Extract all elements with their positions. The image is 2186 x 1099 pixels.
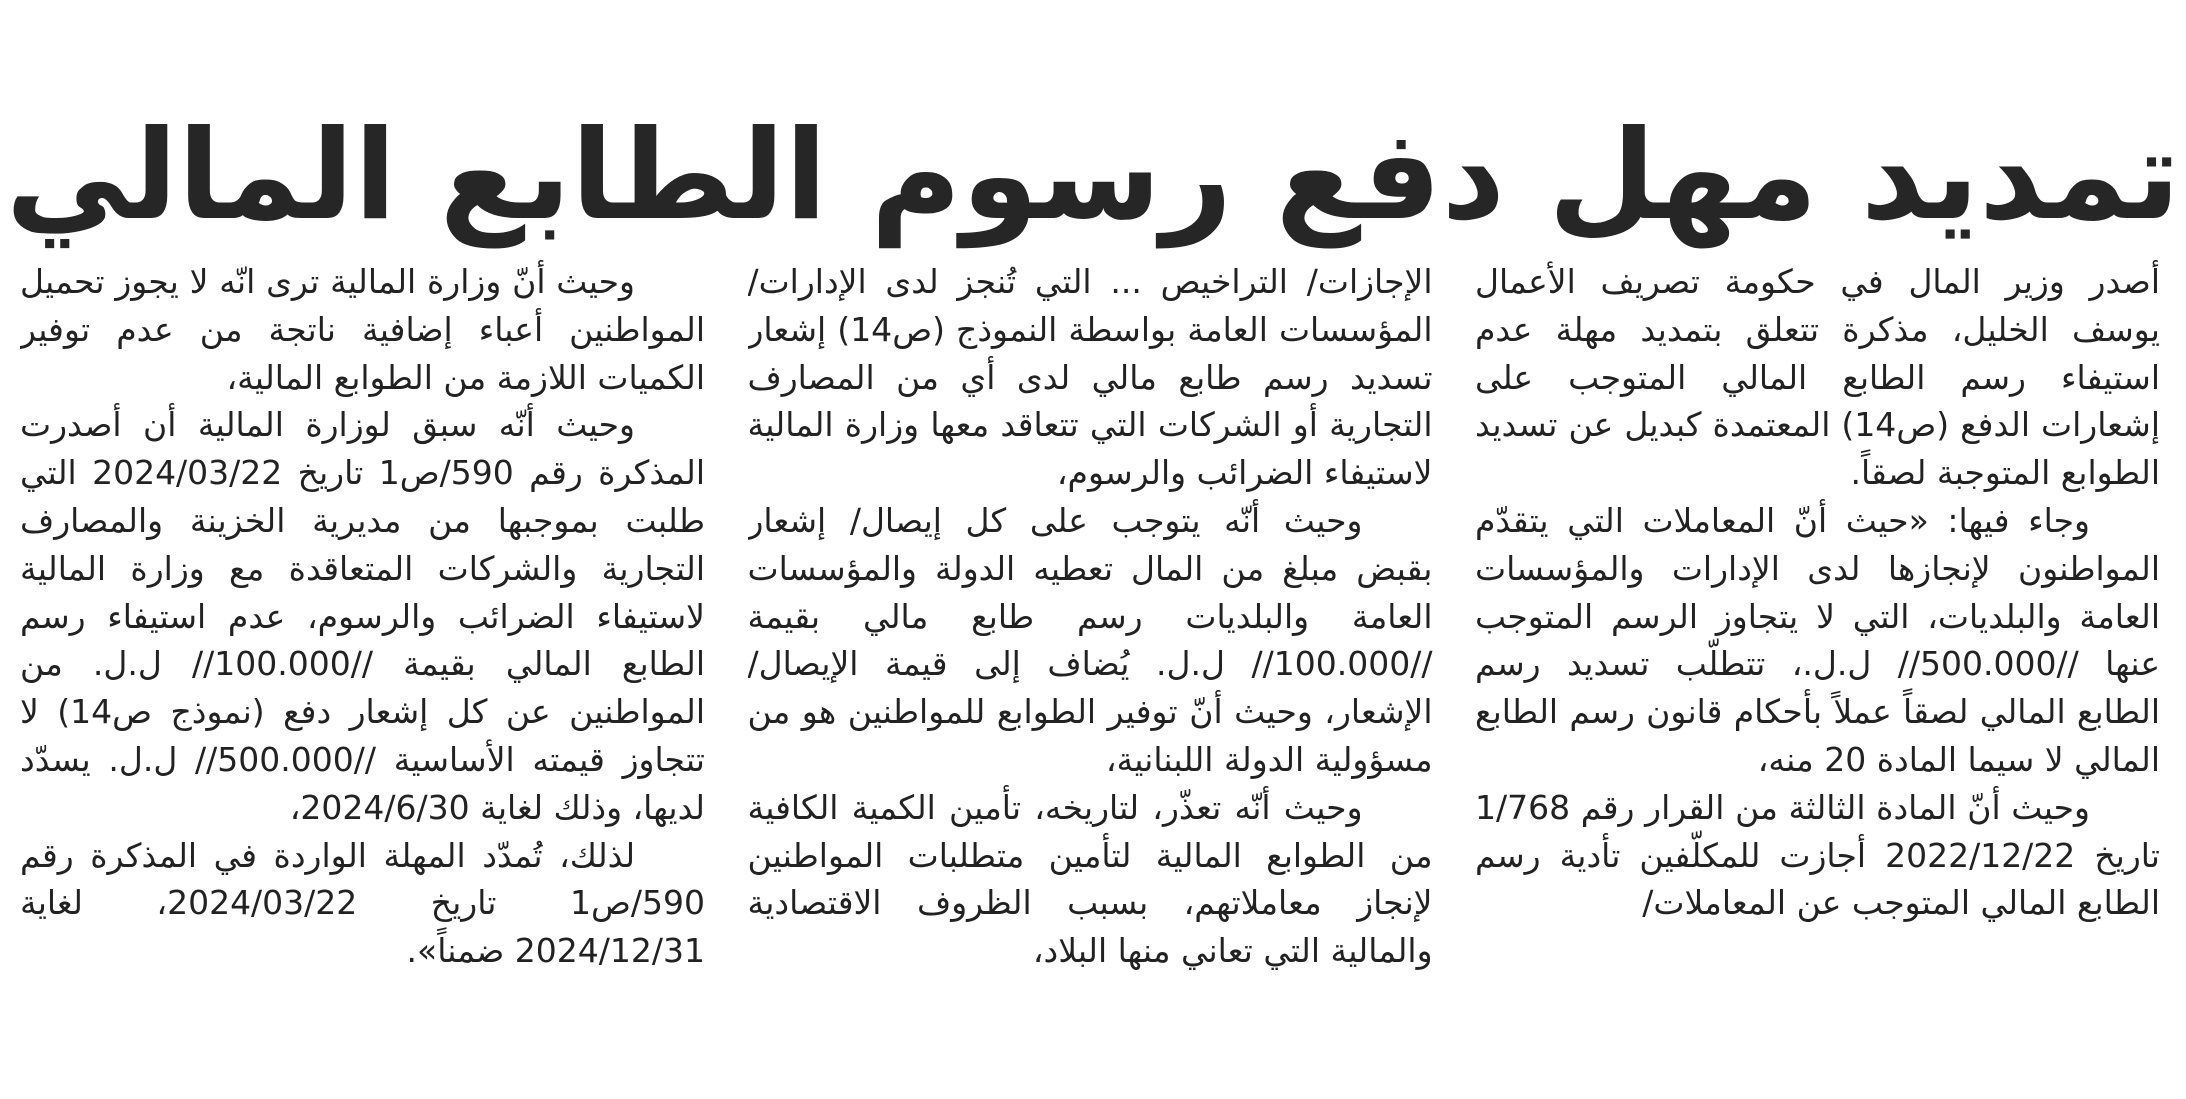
paragraph: أصدر وزير المال في حكومة تصريف الأعمال يوسف الخليل، مذكرة تتعلق بتمديد مهلة عدم استيفاء رسم الطابع المالي المتوجب على إشعارات الدفع (ص14) المعتمدة كبديل عن تسديد الطوابع المتوجبة لصقاً.: [1475, 262, 2160, 493]
paragraph: وحيث أنّه يتوجب على كل إيصال/ إشعار بقبض مبلغ من المال تعطيه الدولة والمؤسسات العامة والبلديات رسم طابع مالي بقيمة //100.000// ل.ل. يُضاف إلى قيمة الإيصال/ الإشعار، وحيث أنّ توفير الطوابع للمواطنين هو من مسؤولية الدولة اللبنانية،: [747, 500, 1433, 779]
paragraph: وجاء فيها: «حيث أنّ المعاملات التي يتقدّم المواطنون لإنجازها لدى الإدارات والمؤسسات العامة والبلديات، التي لا يتجاوز الرسم المتوجب عنها //500.000// ل.ل.، تتطلّب تسديد رسم الطابع المالي لصقاً عملاً بأحكام قانون رسم الطابع المالي لا سيما المادة 20 منه،: [1475, 500, 2160, 779]
headline: تمديد مهل دفع رسوم الطابع المالي: [5, 104, 2181, 249]
paragraph: وحيث أنّه تعذّر، لتاريخه، تأمين الكمية الكافية من الطوابع المالية لتأمين متطلبات المواطنين لإنجاز معاملاتهم، بسبب الظروف الاقتصادية والمالية التي تعاني منها البلاد،: [747, 787, 1433, 971]
paragraph: وحيث أنّه سبق لوزارة المالية أن أصدرت المذكرة رقم 590/ص1 تاريخ 2024/03/22 التي طلبت بموجبها من مديرية الخزينة والمصارف التجارية والشركات المتعاقدة مع وزارة المالية لاستيفاء الضرائب والرسوم، عدم استيفاء رسم الطابع المالي بقيمة //100.000// ل.ل. من المواطنين عن كل إشعار دفع (نموذج ص14) لا تتجاوز قيمته الأساسية //500.000// ل.ل. يسدّد لديها، وذلك لغاية 2024/6/30،: [20, 405, 705, 827]
column-left: [20, 258, 705, 1058]
column-right: [1475, 258, 2160, 1058]
paragraph: لذلك، تُمدّد المهلة الواردة في المذكرة رقم 590/ص1 تاريخ 2024/03/22، لغاية 2024/12/31 ضمناً».: [20, 835, 705, 971]
paragraph: وحيث أنّ وزارة المالية ترى انّه لا يجوز تحميل المواطنين أعباء إضافية ناتجة من عدم توفير الكميات اللازمة من الطوابع المالية،: [20, 262, 705, 397]
paragraph: الإجازات/ التراخيص ... التي تُنجز لدى الإدارات/ المؤسسات العامة بواسطة النموذج (ص14) إشعار تسديد رسم طابع مالي لدى أي من المصارف التجارية أو الشركات التي تتعاقد معها وزارة المالية لاستيفاء الضرائب والرسوم،: [747, 262, 1433, 493]
article-body: [20, 258, 2160, 1058]
paragraph: وحيث أنّ المادة الثالثة من القرار رقم 1/768 تاريخ 2022/12/22 أجازت للمكلّفين تأدية رسم الطابع المالي المتوجب عن المعاملات/: [1475, 787, 2160, 923]
column-middle: [748, 258, 1433, 1058]
